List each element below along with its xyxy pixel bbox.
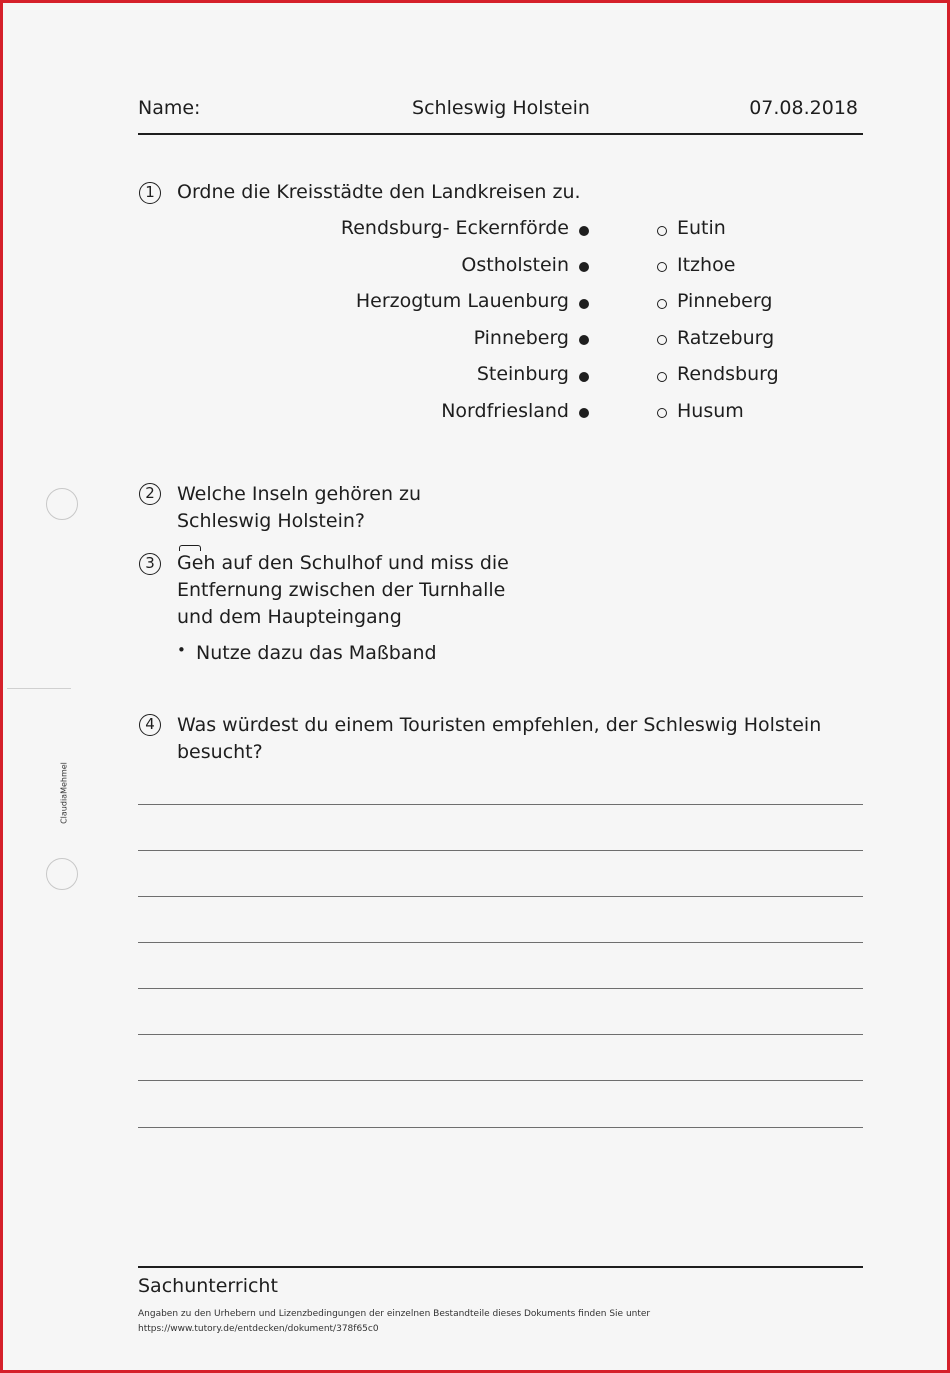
open-dot-icon[interactable]	[657, 372, 667, 382]
punch-hole	[46, 488, 78, 520]
worksheet-title: Schleswig Holstein	[412, 97, 590, 119]
name-label: Name:	[138, 97, 201, 119]
kreisstadt-item: Eutin	[677, 217, 726, 239]
filled-dot-icon[interactable]	[579, 299, 589, 309]
filled-dot-icon[interactable]	[579, 335, 589, 345]
filled-dot-icon[interactable]	[579, 226, 589, 236]
question-4-line: Was würdest du einem Touristen empfehlen, der Schleswig Holstein	[177, 714, 822, 736]
landkreis-item: Nordfriesland	[441, 400, 569, 422]
kreisstadt-item: Pinneberg	[677, 290, 773, 312]
landkreis-item: Rendsburg- Eckernförde	[340, 217, 569, 239]
header-divider	[138, 133, 863, 135]
question-3-line: Entfernung zwischen der Turnhalle	[177, 579, 506, 601]
writing-line[interactable]	[138, 942, 863, 943]
worksheet-date: 07.08.2018	[749, 97, 858, 119]
writing-line[interactable]	[138, 1034, 863, 1035]
fold-mark	[7, 688, 71, 689]
landkreis-item: Steinburg	[476, 363, 569, 385]
question-3-line: und dem Haupteingang	[177, 606, 402, 628]
writing-line[interactable]	[138, 896, 863, 897]
author-credit: ClaudiaMehmel	[59, 762, 69, 824]
filled-dot-icon[interactable]	[579, 408, 589, 418]
kreisstadt-item: Ratzeburg	[677, 327, 775, 349]
footer-divider	[138, 1266, 863, 1268]
question-4-text	[177, 712, 821, 766]
punch-hole	[46, 858, 78, 890]
question-4-line: besucht?	[177, 741, 263, 763]
bullet-icon: •	[177, 641, 186, 659]
writing-line[interactable]	[138, 1080, 863, 1081]
kreisstadt-item: Itzhoe	[677, 254, 736, 276]
question-4-number: 4	[139, 714, 161, 736]
writing-line[interactable]	[138, 804, 863, 805]
open-dot-icon[interactable]	[657, 226, 667, 236]
landkreis-item: Ostholstein	[461, 254, 569, 276]
question-3-number: 3	[139, 553, 161, 575]
question-2-text	[177, 481, 421, 535]
writing-line[interactable]	[138, 1127, 863, 1128]
landkreis-item: Herzogtum Lauenburg	[355, 290, 569, 312]
question-3-text	[177, 550, 509, 631]
question-1-text: Ordne die Kreisstädte den Landkreisen zu.	[177, 181, 581, 203]
filled-dot-icon[interactable]	[579, 372, 589, 382]
landkreis-item: Pinneberg	[473, 327, 569, 349]
open-dot-icon[interactable]	[657, 408, 667, 418]
license-text: Angaben zu den Urhebern und Lizenzbedingungen der einzelnen Bestandteile dieses Dokuments finden Sie unter	[138, 1309, 651, 1319]
question-2-line: Welche Inseln gehören zu	[177, 483, 422, 505]
open-dot-icon[interactable]	[657, 335, 667, 345]
question-3-hint: Nutze dazu das Maßband	[196, 642, 437, 664]
question-2-line: Schleswig Holstein?	[177, 510, 365, 532]
question-3-line: Geh auf den Schulhof und miss die	[177, 552, 509, 574]
writing-line[interactable]	[138, 988, 863, 989]
footer-license-note	[138, 1307, 650, 1337]
writing-line[interactable]	[138, 850, 863, 851]
open-dot-icon[interactable]	[657, 299, 667, 309]
question-1-number: 1	[139, 182, 161, 204]
footer-subject: Sachunterricht	[138, 1275, 278, 1297]
question-2-number: 2	[139, 483, 161, 505]
open-dot-icon[interactable]	[657, 262, 667, 272]
filled-dot-icon[interactable]	[579, 262, 589, 272]
kreisstadt-item: Rendsburg	[677, 363, 779, 385]
kreisstadt-item: Husum	[677, 400, 744, 422]
license-url[interactable]: https://www.tutory.de/entdecken/dokument/378f65c0	[138, 1324, 379, 1334]
